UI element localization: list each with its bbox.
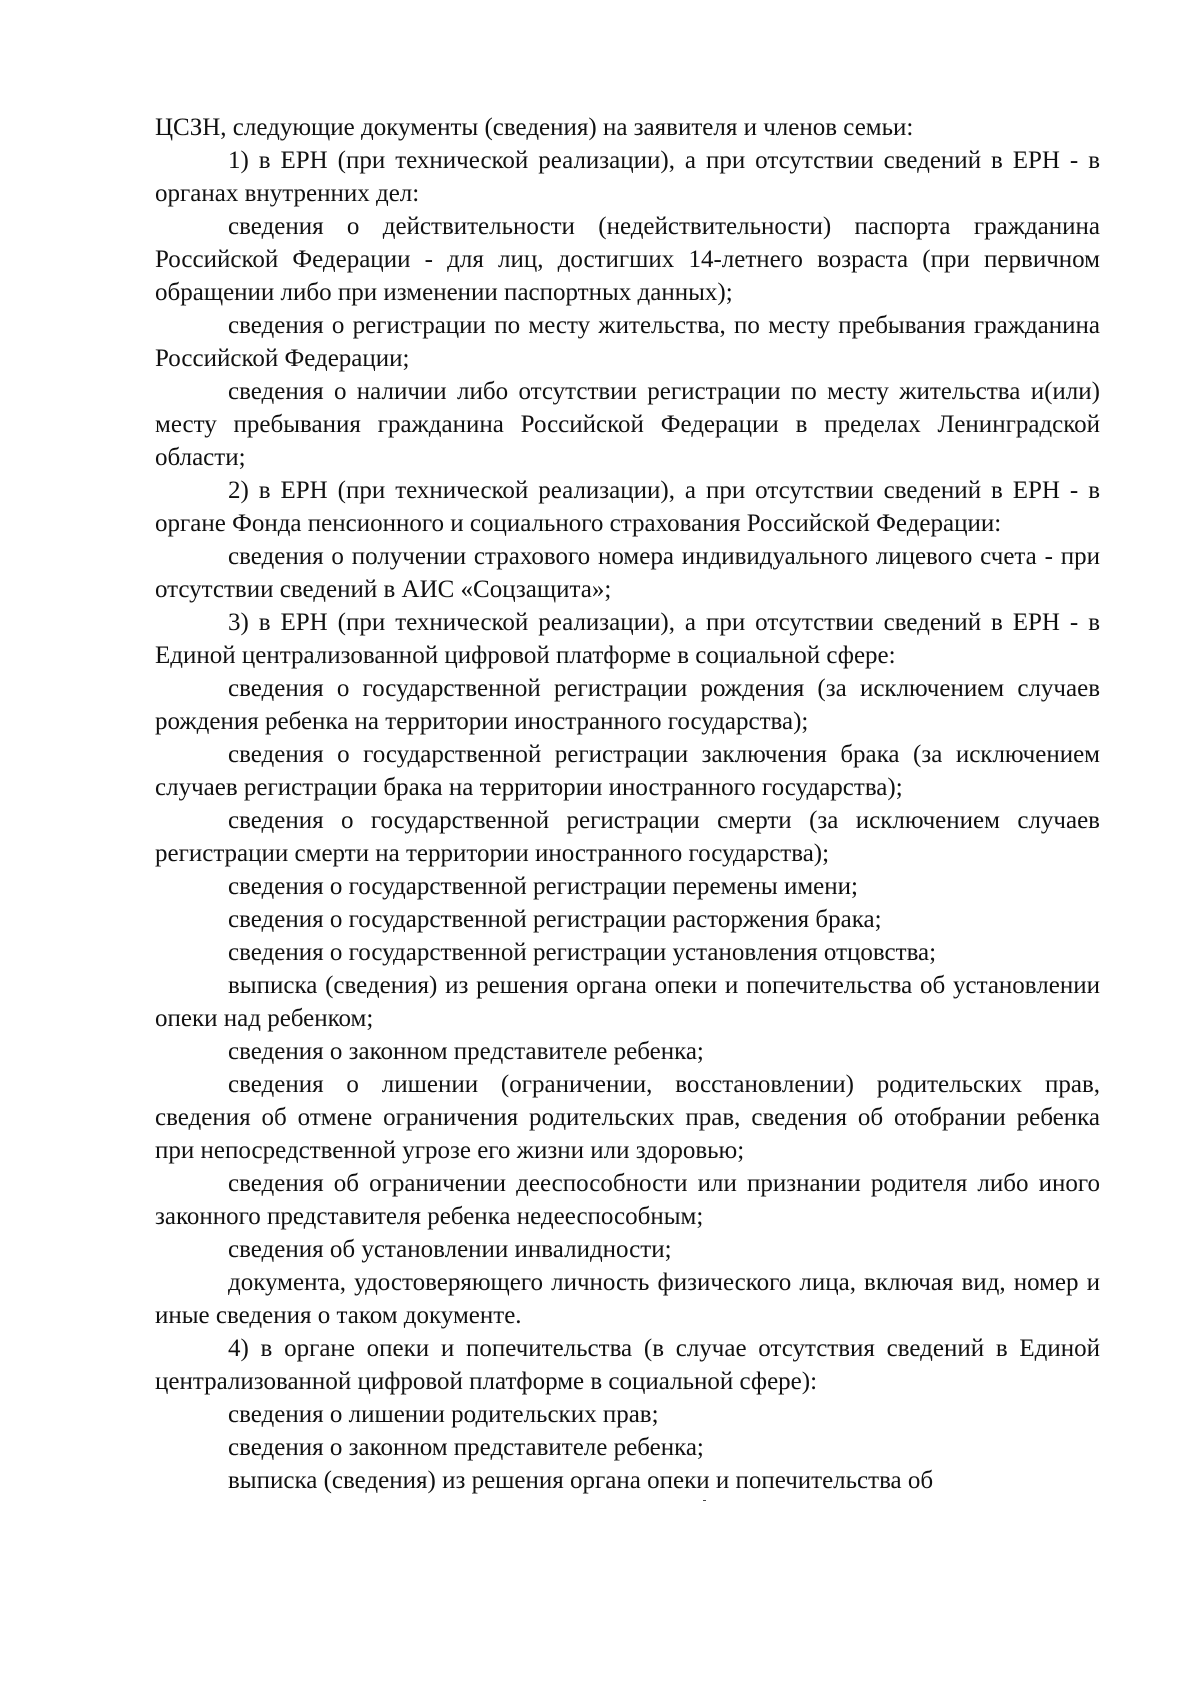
paragraph-incapacity: сведения об ограничении дееспособности или признании родителя либо иного законного представителя ребенка недееспособным; [155,1170,1100,1230]
paragraph-birth: сведения о государственной регистрации рождения (за исключением случаев рождения ребенка на территории иностранного государства); [155,675,1100,735]
paragraph-name-change: сведения о государственной регистрации перемены имени; [228,873,858,900]
paragraph-legal-representative-2: сведения о законном представителе ребенка; [228,1434,704,1461]
paragraph-item-2: 2) в ЕРН (при технической реализации), а при отсутствии сведений в ЕРН - в органе Фонда пенсионного и социального страхования Российской Федерации: [155,477,1100,537]
document-body [155,111,1100,1497]
paragraph-marriage: сведения о государственной регистрации заключения брака (за исключением случаев регистрации брака на территории иностранного государства); [155,741,1100,801]
scan-speck [703,1500,706,1501]
paragraph-registration: сведения о регистрации по месту жительства, по месту пребывания гражданина Российской Федерации; [155,312,1100,372]
paragraph-guardianship-extract-2: выписка (сведения) из решения органа опеки и попечительства об [228,1467,934,1494]
paragraph-item-1: 1) в ЕРН (при технической реализации), а при отсутствии сведений в ЕРН - в органах внутренних дел: [155,147,1100,207]
paragraph-registration-leningrad: сведения о наличии либо отсутствии регистрации по месту жительства и(или) месту пребывания гражданина Российской Федерации в пределах Ленинградской области; [155,378,1100,471]
paragraph-death: сведения о государственной регистрации смерти (за исключением случаев регистрации смерти на территории иностранного государства); [155,807,1100,867]
paragraph-snils: сведения о получении страхового номера индивидуального лицевого счета - при отсутствии сведений в АИС «Соцзащита»; [155,543,1100,603]
paragraph-passport-validity: сведения о действительности (недействительности) паспорта гражданина Российской Федерации - для лиц, достигших 14-летнего возраста (при первичном обращении либо при изменении паспортных данных); [155,213,1100,306]
paragraph-item-4: 4) в органе опеки и попечительства (в случае отсутствия сведений в Единой централизованной цифровой платформе в социальной сфере): [155,1335,1100,1395]
paragraph-disability: сведения об установлении инвалидности; [228,1236,672,1263]
paragraph-item-3: 3) в ЕРН (при технической реализации), а при отсутствии сведений в ЕРН - в Единой централизованной цифровой платформе в социальной сфере: [155,609,1100,669]
paragraph-parental-rights: сведения о лишении (ограничении, восстановлении) родительских прав, сведения об отмене ограничения родительских прав, сведения об отобрании ребенка при непосредственной угрозе его жизни или здоровью; [155,1071,1100,1164]
paragraph-divorce: сведения о государственной регистрации расторжения брака; [228,906,882,933]
paragraph-intro: ЦСЗН, следующие документы (сведения) на заявителя и членов семьи: [155,114,914,141]
paragraph-legal-representative: сведения о законном представителе ребенка; [228,1038,704,1065]
paragraph-identity-document: документа, удостоверяющего личность физического лица, включая вид, номер и иные сведения о таком документе. [155,1269,1100,1329]
paragraph-guardianship-extract: выписка (сведения) из решения органа опеки и попечительства об установлении опеки над ребенком; [155,972,1100,1032]
paragraph-paternity: сведения о государственной регистрации установления отцовства; [228,939,937,966]
paragraph-deprivation-rights: сведения о лишении родительских прав; [228,1401,659,1428]
